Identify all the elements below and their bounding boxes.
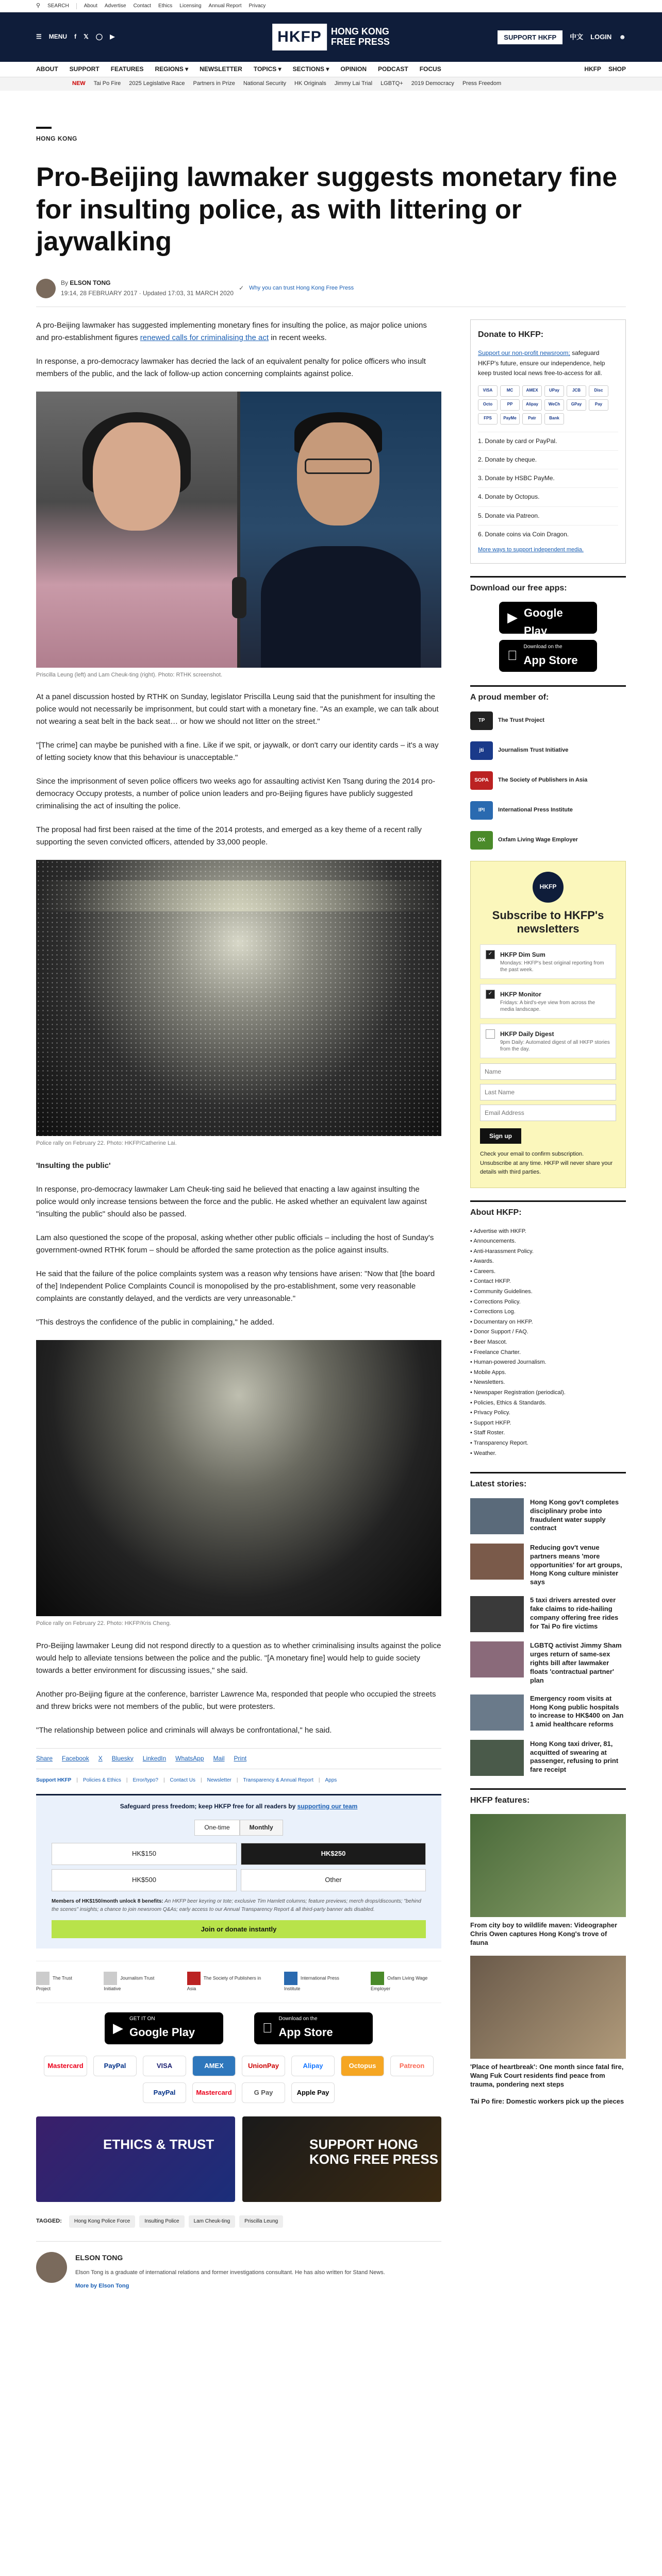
card-icon: PP (500, 399, 520, 411)
trust-icon: ✓ (239, 284, 244, 292)
latest-heading: Latest stories: (470, 1472, 626, 1491)
trending-item[interactable]: Jimmy Lai Trial (334, 80, 373, 87)
card-icon: FPS (478, 413, 498, 425)
instagram-icon[interactable]: ◯ (95, 33, 103, 41)
member-org[interactable]: OX Oxfam Living Wage Employer (470, 831, 626, 850)
by-label: By (61, 279, 69, 287)
topbar-link-annual-report[interactable]: Annual Report (208, 3, 242, 9)
photo-caption: Police rally on February 22. Photo: HKFP/Catherine Lai. (36, 1140, 177, 1147)
microphone-icon (232, 577, 246, 618)
donation-methods (478, 432, 618, 544)
page-content (36, 91, 626, 2291)
donate-heading: Donate to HKFP: (478, 330, 544, 339)
language-switch[interactable]: 中文 (570, 32, 584, 41)
topbar-link-about[interactable]: About (84, 3, 97, 9)
about-link[interactable]: • Freelance Charter. (470, 1348, 626, 1358)
search-link[interactable]: SEARCH (47, 3, 69, 9)
card-icon: GPay (567, 399, 586, 411)
topbar-link-privacy[interactable]: Privacy (249, 3, 266, 9)
nav-item-regions[interactable]: REGIONS ▾ (155, 65, 189, 73)
site-logo[interactable] (272, 24, 390, 50)
nav-item-features[interactable]: FEATURES (110, 65, 144, 73)
logo-mark: HKFP (272, 24, 327, 50)
card-icon: Pay (589, 399, 608, 411)
signup-button[interactable]: Sign up (480, 1128, 521, 1144)
email-input[interactable] (480, 1105, 616, 1121)
donation-method[interactable]: 6. Donate coins via Coin Dragon. (478, 525, 618, 544)
checkbox[interactable] (486, 1029, 495, 1039)
member-org[interactable]: jti Journalism Trust Initiative (470, 741, 626, 760)
about-link[interactable]: • Weather. (470, 1449, 626, 1459)
article-photo (36, 860, 441, 1136)
badge-ipi[interactable]: International Press Institute (284, 1972, 350, 1992)
join-donate-button[interactable]: Join or donate instantly (52, 1920, 426, 1938)
about-link[interactable]: • Anti-Harassment Policy. (470, 1247, 626, 1257)
section-tag[interactable]: HONG KONG (36, 135, 77, 142)
trending-item[interactable]: 2019 Democracy (411, 80, 454, 87)
payment-logo: PayPal (93, 2056, 137, 2076)
story-item[interactable]: Hong Kong gov't completes disciplinary probe into fraudulent water supply contract (470, 1498, 626, 1534)
more-by-author-link[interactable]: More by Elson Tong (75, 2283, 129, 2290)
photo-caption: Police rally on February 22. Photo: HKFP/Kris Cheng. (36, 1620, 171, 1626)
donation-method[interactable]: 4. Donate by Octopus. (478, 487, 618, 506)
badge-sopa[interactable]: The Society of Publishers in Asia (187, 1972, 263, 1992)
donation-heading: Safeguard press freedom; keep HKFP free for all readers by supporting our team (120, 1802, 358, 1810)
payment-logo: Mastercard (44, 2056, 87, 2076)
share-linkedin[interactable]: LinkedIn (142, 1754, 167, 1762)
tag-list (36, 2215, 441, 2228)
about-link[interactable]: • Advertise with HKFP. (470, 1227, 626, 1237)
link-transparency[interactable]: Transparency & Annual Report (243, 1777, 313, 1783)
paragraph: "This destroys the confidence of the public in complaining," he added. (36, 1317, 274, 1327)
checkbox-checked[interactable]: ✓ (486, 990, 495, 999)
newsletter-option[interactable]: ✓ HKFP Dim Sum Mondays: HKFP's best original reporting from the past week. (480, 944, 616, 979)
member-benefits: Members of HK$150/month unlock 8 benefits: An HKFP beer keyring or tote; exclusive Tim Hamlett columns; feature previews; merch drops/discounts; "behind the scenes" insights; a chance to join newsroom Q&As; early access to our Annual Transparency Report & all third-party banner ads disabled. (52, 1898, 421, 1912)
nav-item-shop[interactable]: SHOP (608, 65, 626, 73)
tag[interactable]: Hong Kong Police Force (69, 2215, 135, 2228)
story-item[interactable]: Reducing gov't venue partners means 'more opportunities' for art groups, Hong Kong culture minister says (470, 1544, 626, 1587)
trending-item[interactable]: Press Freedom (462, 80, 502, 87)
author-avatar (36, 279, 56, 298)
hamburger-icon[interactable]: ☰ (36, 33, 42, 41)
trending-item[interactable]: Partners in Prize (193, 80, 235, 87)
member-org[interactable]: IPI International Press Institute (470, 801, 626, 820)
inline-link[interactable]: renewed calls for criminalising the act (140, 333, 269, 342)
paragraph: "[The crime] can maybe be punished with a fine. Like if we spit, or jaywalk, or don't carry our identity cards – it's a way of letting society know that this behaviour is unacceptable." (36, 741, 439, 762)
tag[interactable]: Insulting Police (139, 2215, 184, 2228)
feature-item[interactable]: 'Place of heartbreak': One month since fatal fire, Wang Fuk Court residents find peace from trauma, pondering next steps (470, 1956, 626, 2089)
share-x[interactable]: X (98, 1754, 103, 1762)
tier-option[interactable]: HK$500 (52, 1869, 237, 1891)
frequency-toggle (52, 1820, 426, 1836)
login-link[interactable]: LOGIN (590, 32, 612, 41)
donate-intro-link[interactable]: Support our non-profit newsroom; (478, 349, 570, 357)
card-icon: Bank (544, 413, 564, 425)
about-link[interactable]: • Awards. (470, 1257, 626, 1267)
card-icon: PayMe (500, 413, 520, 425)
share-bar (36, 1748, 441, 1769)
paragraph: In response, a pro-democracy lawmaker has decried the lack of an equivalent penalty for police officers who insult members of the public, and the lack of follow-up action concerning complaints against police. (36, 357, 426, 378)
apple-icon (262, 2018, 273, 2039)
topbar-link-licensing[interactable]: Licensing (179, 3, 202, 9)
trending-bar (0, 77, 662, 91)
sidebar (470, 319, 626, 2291)
donate-intro: Support our non-profit newsroom; safeguard HKFP's future, ensure our independence, help keep trusted local news free-to-access for all. (478, 349, 605, 377)
photo-caption: Priscilla Leung (left) and Lam Cheuk-ting (right). Photo: RTHK screenshot. (36, 671, 223, 678)
author-bio: Elson Tong is a graduate of international relations and former investigations consultant. He has also written for Stand News. (75, 2269, 385, 2276)
about-link[interactable]: • Contact HKFP. (470, 1277, 626, 1287)
nav-item-hkfp[interactable]: HKFP (584, 65, 601, 73)
about-link[interactable]: • Human-powered Journalism. (470, 1358, 626, 1368)
about-heading: About HKFP: (470, 1200, 626, 1219)
donation-widget (36, 1794, 441, 1948)
about-link[interactable]: • Beer Mascot. (470, 1337, 626, 1348)
share-mail[interactable]: Mail (213, 1754, 225, 1762)
nav-item-about[interactable]: ABOUT (36, 65, 58, 73)
masthead (0, 12, 662, 62)
about-link[interactable]: • Community Guidelines. (470, 1287, 626, 1297)
author-name[interactable]: ELSON TONG (70, 279, 111, 287)
menu-label[interactable]: MENU (48, 33, 68, 41)
member-list (470, 711, 626, 850)
newsletter-logo: HKFP (533, 872, 564, 903)
payment-logo: G Pay (242, 2082, 285, 2103)
app-store-button[interactable]: Download on the App Store (254, 2012, 373, 2044)
member-org[interactable]: TP The Trust Project (470, 711, 626, 730)
apps-heading: Download our free apps: (470, 576, 626, 595)
member-org[interactable]: SOPA The Society of Publishers in Asia (470, 771, 626, 790)
trending-item[interactable]: HK Originals (294, 80, 326, 87)
user-icon[interactable]: ☻ (619, 32, 626, 41)
feature-item[interactable]: Tai Po fire: Domestic workers pick up the pieces (470, 2097, 624, 2105)
share-whatsapp[interactable]: WhatsApp (175, 1754, 204, 1762)
youtube-icon[interactable]: ▶ (110, 33, 115, 41)
paragraph: At a panel discussion hosted by RTHK on Sunday, legislator Priscilla Leung said that the punishment for insulting the police would not necessarily be imprisonment, but could start with a monetary fine. "As an example, we can talk about not wearing a seat belt in the back seat… or how we should not litter on the street." (36, 692, 439, 726)
features-heading: HKFP features: (470, 1788, 626, 1807)
paragraph: The proposal had first been raised at the time of the 2014 protests, and emerged as a key theme of a recent rally supporting the seven convicted officers, attended by 33,000 people. (36, 825, 422, 847)
card-icon: JCB (567, 385, 586, 397)
article-photo (36, 392, 441, 668)
trending-item[interactable]: Tai Po Fire (93, 80, 121, 87)
trust-badges (36, 1961, 441, 2003)
about-link[interactable]: • Newspaper Registration (periodical). (470, 1388, 626, 1398)
byline (36, 278, 626, 307)
about-link[interactable]: • Support HKFP. (470, 1418, 626, 1429)
subheading: 'Insulting the public' (36, 1161, 111, 1170)
google-play-icon: ▶ (113, 2020, 123, 2036)
monthly-option[interactable]: Monthly (240, 1820, 283, 1836)
paragraph: Pro-Beijing lawmaker Leung did not respond directly to a question as to whether criminalising insults against the police would help to alleviate tensions between the police and the public. "[A monetary fine] would help to guide society towards a better environment for discussing issues," she said. (36, 1641, 441, 1675)
author-avatar (36, 2252, 67, 2283)
section-rule (36, 127, 52, 129)
donation-method[interactable]: 5. Donate via Patreon. (478, 506, 618, 525)
support-promo[interactable]: SUPPORT HONG KONG FREE PRESS (242, 2116, 441, 2202)
trending-item[interactable]: LGBTQ+ (380, 80, 403, 87)
newsletter-option[interactable]: ✓ HKFP Monitor Fridays: A bird's-eye view from across the media landscape. (480, 984, 616, 1019)
checkbox-checked[interactable]: ✓ (486, 950, 495, 959)
card-icon: Patr (522, 413, 542, 425)
article-body (36, 319, 441, 2291)
card-icon: Octo (478, 399, 498, 411)
footer-links: Support HKFP | Policies & Ethics | Error/typo? | Contact Us | Newsletter | Transparency & Annual Report | Apps (36, 1776, 441, 1785)
main-nav (0, 62, 662, 77)
about-links (470, 1227, 626, 1459)
paragraph: In response, pro-democracy lawmaker Lam Cheuk-ting said he believed that enacting a law against insulting the police would only increase tensions between the force and the public. He asked whether an equivalent law against "insulting the public" should also be passed. (36, 1184, 427, 1218)
newsletter-note: Check your email to confirm subscription. Unsubscribe at any time. HKFP will never share your details with third parties. (480, 1151, 613, 1176)
about-link[interactable]: • Newsletters. (470, 1378, 626, 1388)
paragraph: Another pro-Beijing figure at the conference, barrister Lawrence Ma, responded that people who occupied the streets and threw bricks were not members of the public, but were protesters. (36, 1689, 436, 1711)
link-support[interactable]: Support HKFP (36, 1777, 72, 1783)
sidebar-app-store-button[interactable]: Download on the App Store (499, 640, 597, 672)
about-link[interactable]: • Policies, Ethics & Standards. (470, 1398, 626, 1409)
payment-logo: PayPal (143, 2082, 186, 2103)
trending-item[interactable]: 2025 Legislative Race (129, 80, 185, 87)
author-box (36, 2241, 441, 2291)
nav-item-opinion[interactable]: OPINION (340, 65, 367, 73)
feature-item[interactable]: From city boy to wildlife maven: Videographer Chris Owen captures Hong Kong's trove of fauna (470, 1814, 626, 1947)
card-icon: AMEX (522, 385, 542, 397)
about-link[interactable]: • Careers. (470, 1267, 626, 1277)
payment-logo: VISA (143, 2056, 186, 2076)
first-name-input[interactable] (480, 1063, 616, 1080)
latest-stories (470, 1498, 626, 1776)
badge-trust-project[interactable]: The Trust Project (36, 1972, 83, 1992)
story-item[interactable]: 5 taxi drivers arrested over fake claims to ride-hailing company offering free rides for Tai Po fire victims (470, 1596, 626, 1632)
link-contact[interactable]: Contact Us (170, 1777, 196, 1783)
about-link[interactable]: • Corrections Log. (470, 1307, 626, 1317)
article-photo (36, 1340, 441, 1616)
card-icon: VISA (478, 385, 498, 397)
about-link[interactable]: • Documentary on HKFP. (470, 1317, 626, 1328)
trust-link[interactable]: Why you can trust Hong Kong Free Press (249, 284, 354, 291)
new-label: NEW (72, 80, 86, 87)
member-heading: A proud member of: (470, 685, 626, 704)
nav-item-support[interactable]: SUPPORT (69, 65, 100, 73)
sidebar-google-play-button[interactable]: ▶ GET IT ON Google Play (499, 602, 597, 634)
paragraph: Lam also questioned the scope of the proposal, asking whether other public officials – including the host of Sunday's government-owned RTHK forum – should be afforded the same protection as the police against insults. (36, 1233, 434, 1255)
article-dates: 19:14, 28 FEBRUARY 2017 · Updated 17:03, 31 MARCH 2020 (61, 289, 234, 297)
logo-line-1: HONG KONG (330, 26, 389, 37)
donate-card (470, 319, 626, 564)
more-ways-link[interactable]: More ways to support independent media. (478, 547, 584, 553)
newsletter-title: Subscribe to HKFP's newsletters (492, 908, 604, 936)
about-link[interactable]: • Announcements. (470, 1236, 626, 1247)
donation-link[interactable]: supporting our team (297, 1802, 358, 1810)
topbar-link-advertise[interactable]: Advertise (104, 3, 126, 9)
topbar-link-ethics[interactable]: Ethics (158, 3, 173, 9)
tier-option[interactable]: HK$150 (52, 1843, 237, 1865)
donation-method[interactable]: 3. Donate by HSBC PayMe. (478, 469, 618, 487)
card-icon: WeCh (544, 399, 564, 411)
facebook-icon[interactable]: f (74, 33, 77, 41)
payment-icons (478, 385, 618, 425)
card-icon: Disc (589, 385, 608, 397)
nav-item-sections[interactable]: SECTIONS ▾ (292, 65, 329, 73)
paragraph: Since the imprisonment of seven police officers two weeks ago for assaulting activist Ken Tsang during the 2014 pro-democracy Occupy protests, a number of police union leaders and pro-Beijing figures have publicly suggested criminalising the act of insulting the police. (36, 777, 436, 811)
x-icon[interactable]: 𝕏 (84, 33, 89, 41)
card-icon: UPay (544, 385, 564, 397)
logo-text (331, 27, 390, 47)
card-icon: MC (500, 385, 520, 397)
logo-line-2: FREE PRESS (330, 37, 390, 47)
apple-icon (507, 645, 518, 667)
about-link[interactable]: • Donor Support / FAQ. (470, 1327, 626, 1337)
ethics-promo[interactable]: ETHICS & TRUST (36, 2116, 235, 2202)
share-bluesky[interactable]: Bluesky (111, 1754, 134, 1762)
search-icon[interactable]: ⚲ (36, 2, 41, 9)
story-item[interactable]: Emergency room visits at Hong Kong public hospitals to increase to HK$400 on Jan 1 amid healthcare reforms (470, 1694, 626, 1731)
card-icon: Alipay (522, 399, 542, 411)
paragraph: A pro-Beijing lawmaker has suggested implementing monetary fines for insulting the police, as major police unions and pro-establishment figures renewed calls for criminalising the act in recent weeks. (36, 320, 427, 342)
payment-logo: Alipay (291, 2056, 335, 2076)
paragraph: "The relationship between police and criminals will always be confrontational," he said. (36, 1725, 332, 1735)
payment-logo: Patreon (390, 2056, 434, 2076)
tier-grid (52, 1843, 426, 1891)
author-box-name[interactable]: ELSON TONG (75, 2253, 123, 2262)
utility-bar (0, 0, 662, 12)
article-title: Pro-Beijing lawmaker suggests monetary fine for insulting police, as with littering or jaywalking (36, 162, 617, 257)
payment-logo: Octopus (341, 2056, 384, 2076)
newsletter-signup (470, 861, 626, 1188)
share-facebook[interactable]: Facebook (62, 1754, 89, 1762)
app-store-buttons (36, 2012, 441, 2044)
newsletter-option[interactable]: HKFP Daily Digest 9pm Daily: Automated digest of all HKFP stories from the day. (480, 1024, 616, 1058)
google-play-icon: ▶ (507, 609, 518, 625)
share-button[interactable]: Share (36, 1754, 53, 1762)
payment-methods (36, 2056, 441, 2103)
about-link[interactable]: • Privacy Policy. (470, 1408, 626, 1418)
nav-item-newsletter[interactable]: NEWSLETTER (200, 65, 242, 73)
payment-logo: AMEX (192, 2056, 236, 2076)
tag[interactable]: Priscilla Leung (239, 2215, 283, 2228)
link-newsletter[interactable]: Newsletter (207, 1777, 231, 1783)
support-hkfp-button[interactable]: SUPPORT HKFP (498, 30, 562, 44)
link-apps[interactable]: Apps (325, 1777, 337, 1783)
tier-option-selected[interactable]: HK$250 (241, 1843, 426, 1865)
badge-jti[interactable]: Journalism Trust Initiative (104, 1972, 166, 1992)
link-policies[interactable]: Policies & Ethics (82, 1777, 121, 1783)
last-name-input[interactable] (480, 1084, 616, 1100)
nav-item-podcast[interactable]: PODCAST (378, 65, 408, 73)
nav-item-topics[interactable]: TOPICS ▾ (253, 65, 282, 73)
topbar-link-contact[interactable]: Contact (133, 3, 152, 9)
about-link[interactable]: • Corrections Policy. (470, 1297, 626, 1308)
link-error[interactable]: Error/typo? (133, 1777, 158, 1783)
divider (76, 3, 77, 9)
story-item[interactable]: Hong Kong taxi driver, 81, acquitted of swearing at passenger, refusing to print fare receipt (470, 1740, 626, 1776)
tier-option[interactable]: Other (241, 1869, 426, 1891)
payment-logo: UnionPay (242, 2056, 285, 2076)
tag[interactable]: Lam Cheuk-ting (189, 2215, 236, 2228)
badge-oxfam[interactable]: Oxfam Living Wage Employer (371, 1972, 441, 1992)
paragraph: He said that the failure of the police complaints system was a reason why tensions have arisen: "Now that [the board of the] Independent Police Complaints Council is monopolised by the pro-establishment, some very reasonable complaints are constantly delayed, and the verdicts are very unreasonable." (36, 1269, 435, 1303)
trending-item[interactable]: National Security (243, 80, 286, 87)
share-print[interactable]: Print (234, 1754, 247, 1762)
donation-method[interactable]: 2. Donate by cheque. (478, 450, 618, 469)
payment-logo: Apple Pay (291, 2082, 335, 2103)
promo-banners (36, 2116, 441, 2202)
google-play-button[interactable]: ▶ GET IT ON Google Play (105, 2012, 223, 2044)
tagged-label: TAGGED: (36, 2218, 62, 2225)
about-link[interactable]: • Staff Roster. (470, 1428, 626, 1438)
payment-logo: Mastercard (192, 2082, 236, 2103)
about-link[interactable]: • Mobile Apps. (470, 1368, 626, 1378)
one-time-option[interactable]: One-time (194, 1820, 239, 1836)
story-item[interactable]: LGBTQ activist Jimmy Sham urges return of same-sex rights bill after lawmaker floats 'contractual partner' plan (470, 1641, 626, 1685)
about-link[interactable]: • Transparency Report. (470, 1438, 626, 1449)
nav-item-focus[interactable]: FOCUS (419, 65, 441, 73)
donation-method[interactable]: 1. Donate by card or PayPal. (478, 432, 618, 450)
